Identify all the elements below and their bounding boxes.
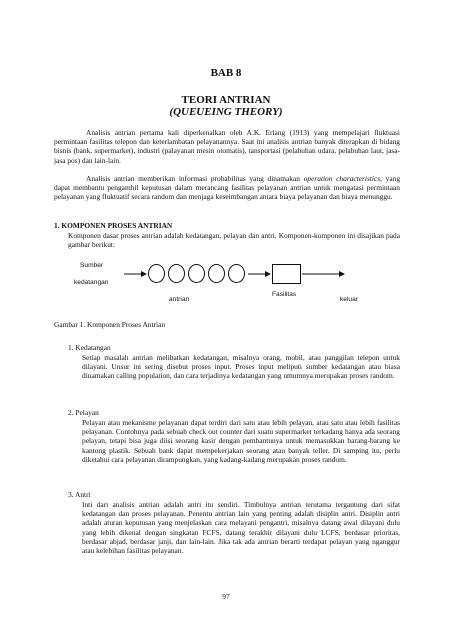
source-label-line-1: Sumber bbox=[80, 262, 104, 269]
queue-label: antrian bbox=[169, 296, 190, 303]
page-subtitle: (QUEUEING THEORY) bbox=[169, 106, 283, 118]
service-facility-box bbox=[272, 264, 301, 284]
operation-characteristics-term: operation characteristics bbox=[303, 174, 381, 183]
chapter-heading: BAB 8 bbox=[210, 67, 242, 79]
queue-circle-1 bbox=[148, 264, 165, 283]
page-title: TEORI ANTRIAN bbox=[181, 94, 271, 106]
item-1-text: Setiap masalah antrian melibatkan kedatangan, misalnya orang, mobil, atau panggilan telepon untuk dilayani. Unsur ini sering disebut proses input. Proses input meliputi sumber kedatangan atau biasa dinamakan calling population, dan cara terjadinya kedatangan yang umumnya merupakan proses random. bbox=[82, 353, 400, 381]
queue-circle-5 bbox=[228, 264, 245, 283]
queue-circle-4 bbox=[208, 264, 225, 283]
section-1-heading: 1. KOMPONEN PROSES ANTRIAN bbox=[54, 221, 173, 230]
section-1-text: Komponen dasar proses antrian adalah kedatangan, pelayan dan antri. Komponen-komponen ini disajikan pada gambar berikut: bbox=[68, 231, 400, 250]
queue-circle-2 bbox=[168, 264, 185, 283]
item-2-text: Pelayan atau mekanisme pelayanan dapat terdiri dari satu atau lebih pelayan, atau satu atau lebih fasilitas pelayanan. Contohnya pada sebuah check out counter dari suatu supermarket terkadang hanya ada seorang pelayan, tetapi bisa juga diisi seorang kasir dengan pembantunya untuk memasukkan barang-barang ke kantong plastik. Sebuah bank dapat mempekerjakan seorang atau banyak teller. Di samping itu, perlu diketahui cara pelayanan dirampungkan, yang kadang-kadang merupakan proses random. bbox=[82, 418, 400, 464]
item-1-heading: 1. Kedatangan bbox=[68, 343, 111, 352]
exit-label: keluar bbox=[340, 296, 358, 303]
figure-caption: Gambar 1. Komponen Proses Antrian bbox=[54, 320, 166, 329]
item-3-text: Inti dari analisis antrian adalah antri itu sendiri. Timbulnya antrian terutama tergantung dari sifat kedatangan dan proses pelayanan. Penentu antrian lain yang penting adalah disiplin antri. Disiplin antri adalah aturan keputusan yang menjelaskan cara melayani pengantri, misalnya datang awal dilayani dulu yang lebih dikenal dengan singkatan FCFS, datang terakhir dilayani dulu LCFS, berdasar prioritas, berdasar abjad, berdasar janji, dan lain-lain. Jika tak ada antrian berarti terdapat pelayan yang nganggur atau kelebihan fasilitas pelayanan. bbox=[82, 500, 400, 556]
source-label-line-2: kedatangan bbox=[74, 279, 109, 286]
intro-paragraph-1: Analisis antrian pertama kali diperkenalkan oleh A.K. Erlang (1913) yang mempelajari fluktuasi permintaan fasilitas telepon dan keterlambatan pelayanannya. Saat ini analisis antrian banyak diterapkan di bidang bisnis (bank, supermarket), industri (palayanan mesin otomatis), tansportasi (pelabuhan udara, pelabuhan laut, jasa-jasa pos) dan lain-lain. bbox=[54, 128, 400, 165]
item-2-heading: 2. Pelayan bbox=[68, 408, 99, 417]
page-number: 97 bbox=[222, 592, 230, 601]
item-3-heading: 3. Antri bbox=[68, 490, 91, 499]
intro-paragraph-2: Analisis antrian memberikan informasi probabilitas yang dinamakan operation characteristics, yang dapat membantu pengambil keputusan dalam merancang fasilitas pelayanan antrian untuk mengatasi permintaan pelayanan yang fluktuatif secara random dan menjaga keseimbangan antara biaya pelayanan dan biaya menunggu. bbox=[54, 174, 401, 202]
facility-label: Fasilitas bbox=[272, 291, 297, 298]
queue-circle-3 bbox=[188, 264, 205, 283]
